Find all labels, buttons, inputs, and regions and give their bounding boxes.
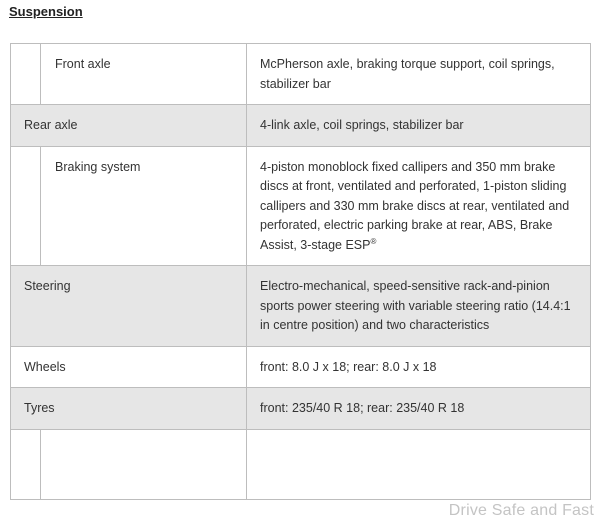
indent-cell	[11, 146, 41, 266]
row-value-wheels: front: 8.0 J x 18; rear: 8.0 J x 18	[247, 346, 591, 388]
row-label-tyres: Tyres	[11, 388, 247, 430]
registered-mark: ®	[370, 236, 377, 246]
row-value-front-axle: McPherson axle, braking torque support, coil springs, stabilizer bar	[247, 44, 591, 105]
indent-cell	[11, 429, 41, 499]
braking-system-text: 4-piston monoblock fixed callipers and 350 mm brake discs at front, ventilated and perforated, 1-piston sliding callipers and 330 mm brake discs at rear, ventilated and perforated, electric parking brake at rear, ABS, Brake Assist, 3-stage ESP	[260, 159, 570, 252]
empty-label-cell	[41, 429, 247, 499]
watermark-text: Drive Safe and Fast	[448, 502, 594, 519]
table-row-steering	[11, 266, 591, 347]
row-label-steering: Steering	[11, 266, 247, 347]
empty-value-cell	[247, 429, 591, 499]
table-row-empty	[11, 429, 591, 499]
row-label-braking-system: Braking system	[41, 146, 247, 266]
indent-cell	[11, 44, 41, 105]
table-row-braking-system	[11, 146, 591, 266]
row-value-tyres: front: 235/40 R 18; rear: 235/40 R 18	[247, 388, 591, 430]
row-value-rear-axle: 4-link axle, coil springs, stabilizer bar	[247, 105, 591, 147]
table-row-wheels	[11, 346, 591, 388]
row-label-wheels: Wheels	[11, 346, 247, 388]
table-row-tyres	[11, 388, 591, 430]
specification-table	[10, 43, 591, 500]
row-label-rear-axle: Rear axle	[11, 105, 247, 147]
row-value-braking-system	[247, 146, 591, 266]
section-title: Suspension	[9, 4, 83, 19]
row-value-steering: Electro-mechanical, speed-sensitive rack-and-pinion sports power steering with variable steering ratio (14.4:1 in centre position) and two characteristics	[247, 266, 591, 347]
row-label-front-axle: Front axle	[41, 44, 247, 105]
table-row-front-axle	[11, 44, 591, 105]
table-row-rear-axle	[11, 105, 591, 147]
